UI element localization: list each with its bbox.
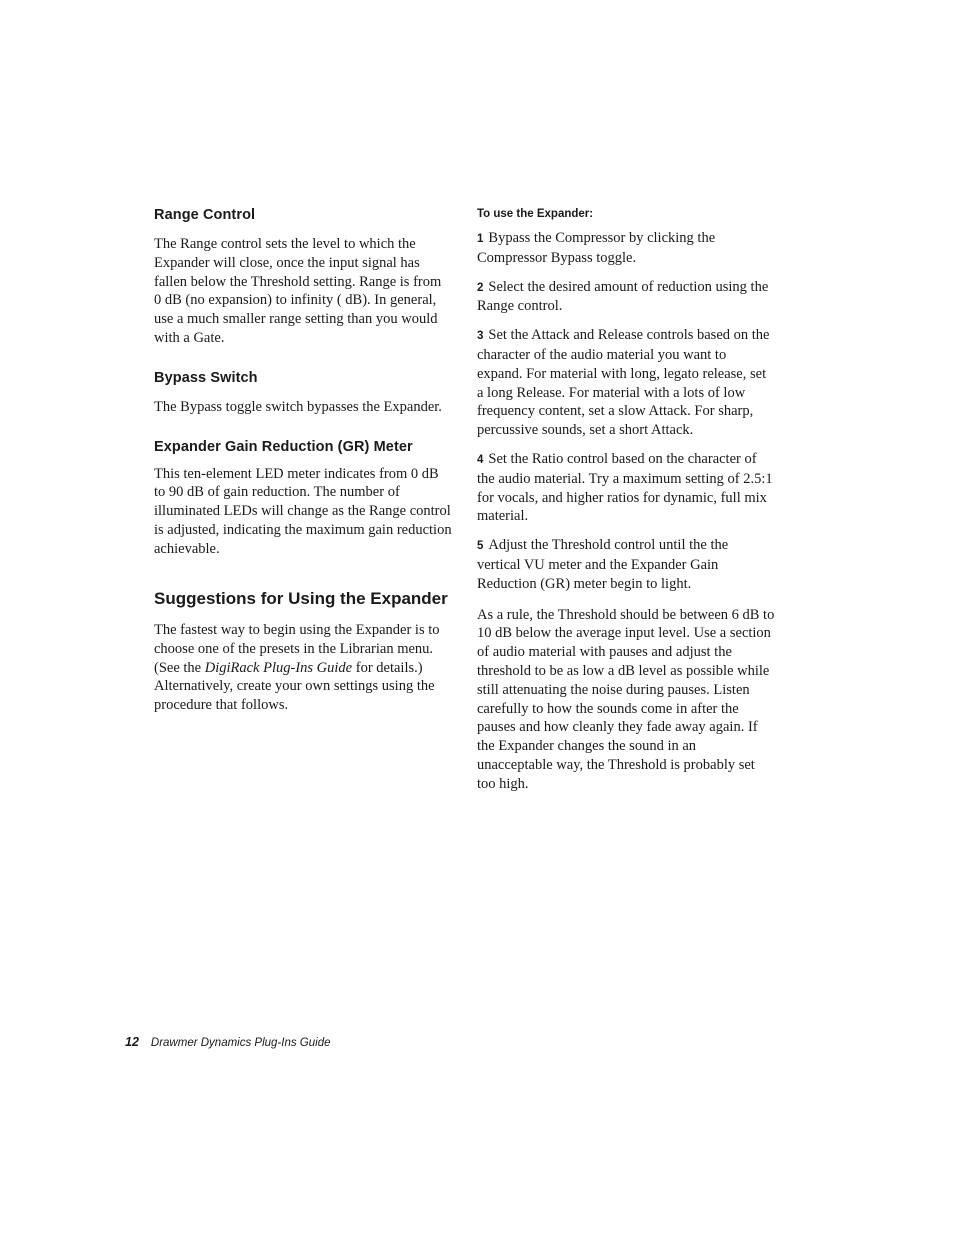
- step-text: Select the desired amount of reduction using the Range control.: [477, 278, 769, 315]
- step-number: 2: [477, 281, 484, 294]
- procedure-heading: To use the Expander:: [477, 208, 594, 220]
- range-control-body: The Range control sets the level to which the Expander will close, once the input signal has fallen below the Threshold setting. Range is from 0 dB (no expansion) to infinity ( dB). In general, use a much smaller range setting than you would with a Gate.: [154, 236, 442, 346]
- guide-reference: DigiRack Plug-Ins Guide: [204, 659, 353, 676]
- gr-meter-heading: Expander Gain Reduction (GR) Meter: [154, 438, 413, 455]
- gr-meter-body: This ten-element LED meter indicates from 0 dB to 90 dB of gain reduction. The number of illuminated LEDs will change as the Range control is adjusted, indicating the maximum gain reduction achievable.: [154, 465, 452, 557]
- step-item: [477, 450, 775, 526]
- step-number: 4: [477, 453, 484, 466]
- page-footer: [125, 1033, 331, 1052]
- step-text: Adjust the Threshold control until the the vertical VU meter and the Expander Gain Reduction (GR) meter begin to light.: [477, 537, 729, 592]
- step-text: Set the Attack and Release controls based on the character of the audio material you want to expand. For material with long, legato release, set a long Release. For material with a lots of low frequency content, set a slow Attack. For sharp, percussive sounds, set a short Attack.: [477, 327, 770, 439]
- guide-title: Drawmer Dynamics Plug-Ins Guide: [150, 1037, 331, 1049]
- suggestions-heading: Suggestions for Using the Expander: [154, 588, 448, 608]
- page-number: 12: [125, 1035, 139, 1049]
- step-number: 3: [477, 330, 484, 343]
- suggestions-body-start: The fastest way to begin using the Expander is to choose one of the presets in the Librarian menu. (See the: [154, 622, 440, 676]
- bypass-switch-heading: Bypass Switch: [154, 369, 258, 386]
- step-number: 1: [477, 233, 484, 245]
- step-text: Bypass the Compressor by clicking the Compressor Bypass toggle.: [477, 230, 716, 266]
- left-column: [154, 205, 452, 715]
- step-text: Set the Ratio control based on the character of the audio material. Try a maximum setting of 2.5:1 for vocals, and higher ratios for dynamic, full mix material.: [477, 450, 773, 525]
- step-item: [477, 326, 775, 440]
- bypass-switch-body: The Bypass toggle switch bypasses the Expander.: [154, 398, 442, 415]
- step-item: [477, 278, 775, 317]
- range-control-heading: Range Control: [154, 207, 256, 223]
- step-item: [477, 536, 775, 593]
- suggestions-body: [154, 621, 452, 715]
- right-column: [477, 205, 775, 794]
- suggestions-body-end: for details.) Alternatively, create your own settings using the procedure that follows.: [154, 659, 435, 714]
- step-item: [477, 229, 775, 268]
- closing-paragraph: As a rule, the Threshold should be between 6 dB to 10 dB below the average input level. Use a section of audio material with pauses and adjust the threshold to be as low a dB level as possible while still attenuating the noise during pauses. Listen carefully to how the sounds come in after the pauses and how cleanly they fade away again. If the Expander changes the sound in an unacceptable way, the Threshold is probably set too high.: [477, 606, 775, 792]
- step-number: 5: [477, 540, 484, 553]
